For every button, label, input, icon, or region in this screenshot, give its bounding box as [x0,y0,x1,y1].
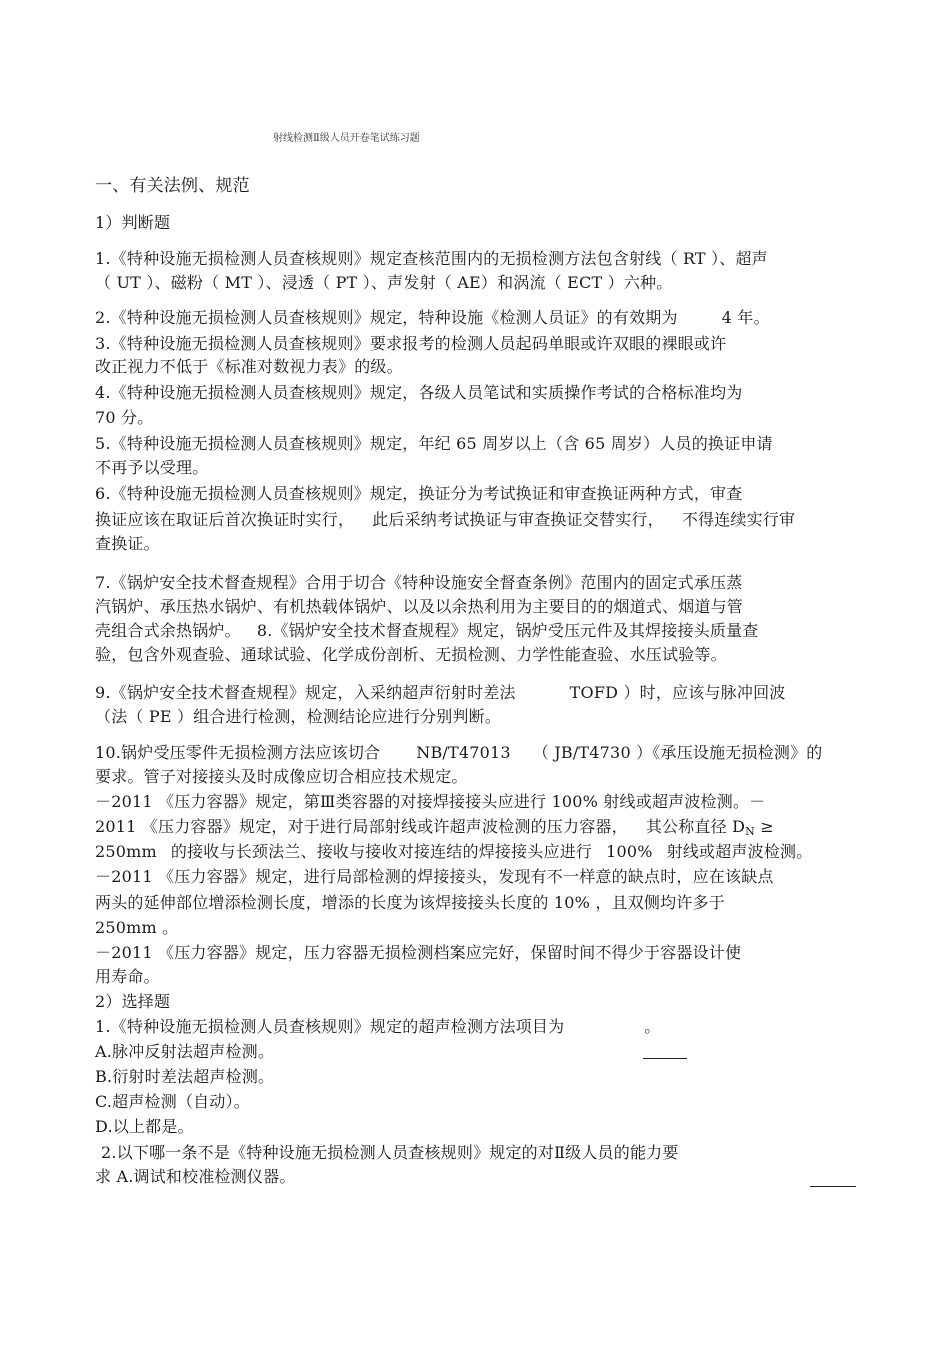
question-4-line-2: 70 分。 [95,408,154,427]
question-5-line-1: 5.《特种设施无损检测人员查核规则》规定，年纪 65 周岁以上（含 65 周岁）人员的换证申请 [95,434,773,453]
question-11-geq: ≥ [754,817,774,836]
choice-2-line-1: 2.以下哪一条不是《特种设施无损检测人员查核规则》规定的对Ⅱ级人员的能力要 [101,1143,679,1162]
question-9-line-2: （法（ PE ）组合进行检测，检测结论应进行分别判断。 [95,707,502,726]
question-8-line-2: 验，包含外观查验、通球试验、化学成份剖析、无损检测、力学性能查验、水压试验等。 [95,645,727,664]
question-7-line-3 [95,621,758,641]
question-11-100pct: 100% [606,842,653,861]
question-12-line-1: －2011 《压力容器》规定，进行局部检测的焊接接头，发现有不一样意的缺点时，应在该缺点 [95,867,774,886]
choice-1-stem-text: 1.《特种设施无损检测人员查核规则》规定的超声检测方法项目为 [95,1017,565,1036]
question-2-answer: 4 年。 [721,308,770,327]
document-title: 射线检测Ⅱ级人员开卷笔试练习题 [273,133,420,144]
question-9-line-1 [95,683,785,703]
choice-1-stem [95,1017,660,1037]
question-1-line-1: 1.《特种设施无损检测人员查核规则》规定查核范围内的无损检测方法包含射线（ RT ）、超声 [95,249,768,268]
question-4-line-1: 4.《特种设施无损检测人员查核规则》规定，各级人员笔试和实质操作考试的合格标准均为 [95,383,743,402]
question-11-diameter-subscript: N [745,825,755,838]
question-6-line-2-part-a: 换证应该在取证后首次换证时实行， [95,510,355,529]
choice-1-stem-end: 。 [644,1017,661,1036]
question-1-line-2: （ UT ）、磁粉（ MT ）、浸透（ PT ）、声发射（ AE）和涡流（ ECT ）六种。 [95,273,673,292]
question-3-line-2: 改正视力不低于《标准对数视力表》的级。 [95,357,403,376]
section-heading-regulations: 一、有关法例、规范 [95,176,250,196]
question-5-line-2: 不再予以受理。 [95,458,209,477]
question-10-standard-title: （ JB/T4730 ）《承压设施无损检测》的 [532,743,823,762]
question-11-line-3-text: 的接收与长颈法兰、接收与接收对接连结的焊接接头应进行 [170,842,593,861]
question-11-line-3-end: 射线或超声波检测。 [666,842,813,861]
question-13-line-1: －2011 《压力容器》规定，压力容器无损检测档案应完好，保留时间不得少于容器设计使 [95,943,742,962]
question-11-line-2 [95,817,774,837]
choice-1-option-c: C.超声检测（自动）。 [95,1092,250,1111]
question-10-line-1 [95,743,823,763]
question-7-line-3-end: 壳组合式余热锅炉。 [95,621,241,640]
question-6-line-2 [95,510,795,530]
choice-1-option-a: A.脉冲反射法超声检测。 [95,1042,275,1061]
question-2-line [95,308,770,328]
question-11-diameter: 其公称直径 D [645,817,746,836]
answer-blank-line [643,1058,687,1059]
choice-1-option-b: B.衍射时差法超声检测。 [95,1067,275,1086]
subheading-true-false: 1）判断题 [95,213,171,232]
choice-2-line-2: 求 A.调试和校准检测仪器。 [95,1167,296,1186]
question-8-start: 8.《锅炉安全技术督查规程》规定，锅炉受压元件及其焊接接头质量查 [256,621,759,640]
question-12-line-2: 两头的延伸部位增添检测长度，增添的长度为该焊接接头长度的 10% ，且双侧均许多于 [95,893,725,912]
question-9-tofd: TOFD ）时，应该与脉冲回波 [569,683,786,702]
question-7-line-1: 7.《锅炉安全技术督查规程》合用于切合《特种设施安全督查条例》范围内的固定式承压蒸 [95,573,743,592]
question-6-line-3: 查换证。 [95,534,160,553]
answer-blank-line-2 [810,1186,856,1187]
question-9-text: 9.《锅炉安全技术督查规程》规定，入采纳超声衍射时差法 [95,683,516,702]
question-10-line-2: 要求。管子对接接头及时成像应切合相应技术规定。 [95,767,468,786]
question-10-text: 10.锅炉受压零件无损检测方法应该切合 [95,743,381,762]
subheading-multiple-choice: 2）选择题 [95,992,171,1011]
question-3-line-1: 3.《特种设施无损检测人员查核规则》要求报考的检测人员起码单眼或许双眼的裸眼或许 [95,334,727,353]
question-11-line-2-text: 2011 《压力容器》规定，对于进行局部射线或许超声波检测的压力容器， [95,817,628,836]
question-6-line-2-part-c: 不得连续实行审 [681,510,796,529]
question-6-line-1: 6.《特种设施无损检测人员查核规则》规定，换证分为考试换证和审查换证两种方式，审查 [95,484,743,503]
question-12-line-3: 250mm 。 [95,918,179,937]
question-11-line-3 [95,842,812,862]
question-2-text: 2.《特种设施无损检测人员查核规则》规定，特种设施《检测人员证》的有效期为 [95,308,678,327]
question-11-line-1: －2011 《压力容器》规定，第Ⅲ类容器的对接焊接接头应进行 100% 射线或超声波检测。－ [95,792,766,811]
question-6-line-2-part-b: 此后采纳考试换证与审查换证交替实行， [372,510,664,529]
question-11-250mm: 250mm [95,842,157,861]
choice-1-option-d: D.以上都是。 [95,1117,194,1136]
question-10-standard: NB/T47013 [416,743,511,762]
question-13-line-2: 用寿命。 [95,967,160,986]
question-7-line-2: 汽锅炉、承压热水锅炉、有机热载体锅炉、以及以余热利用为主要目的的烟道式、烟道与管 [95,597,744,616]
